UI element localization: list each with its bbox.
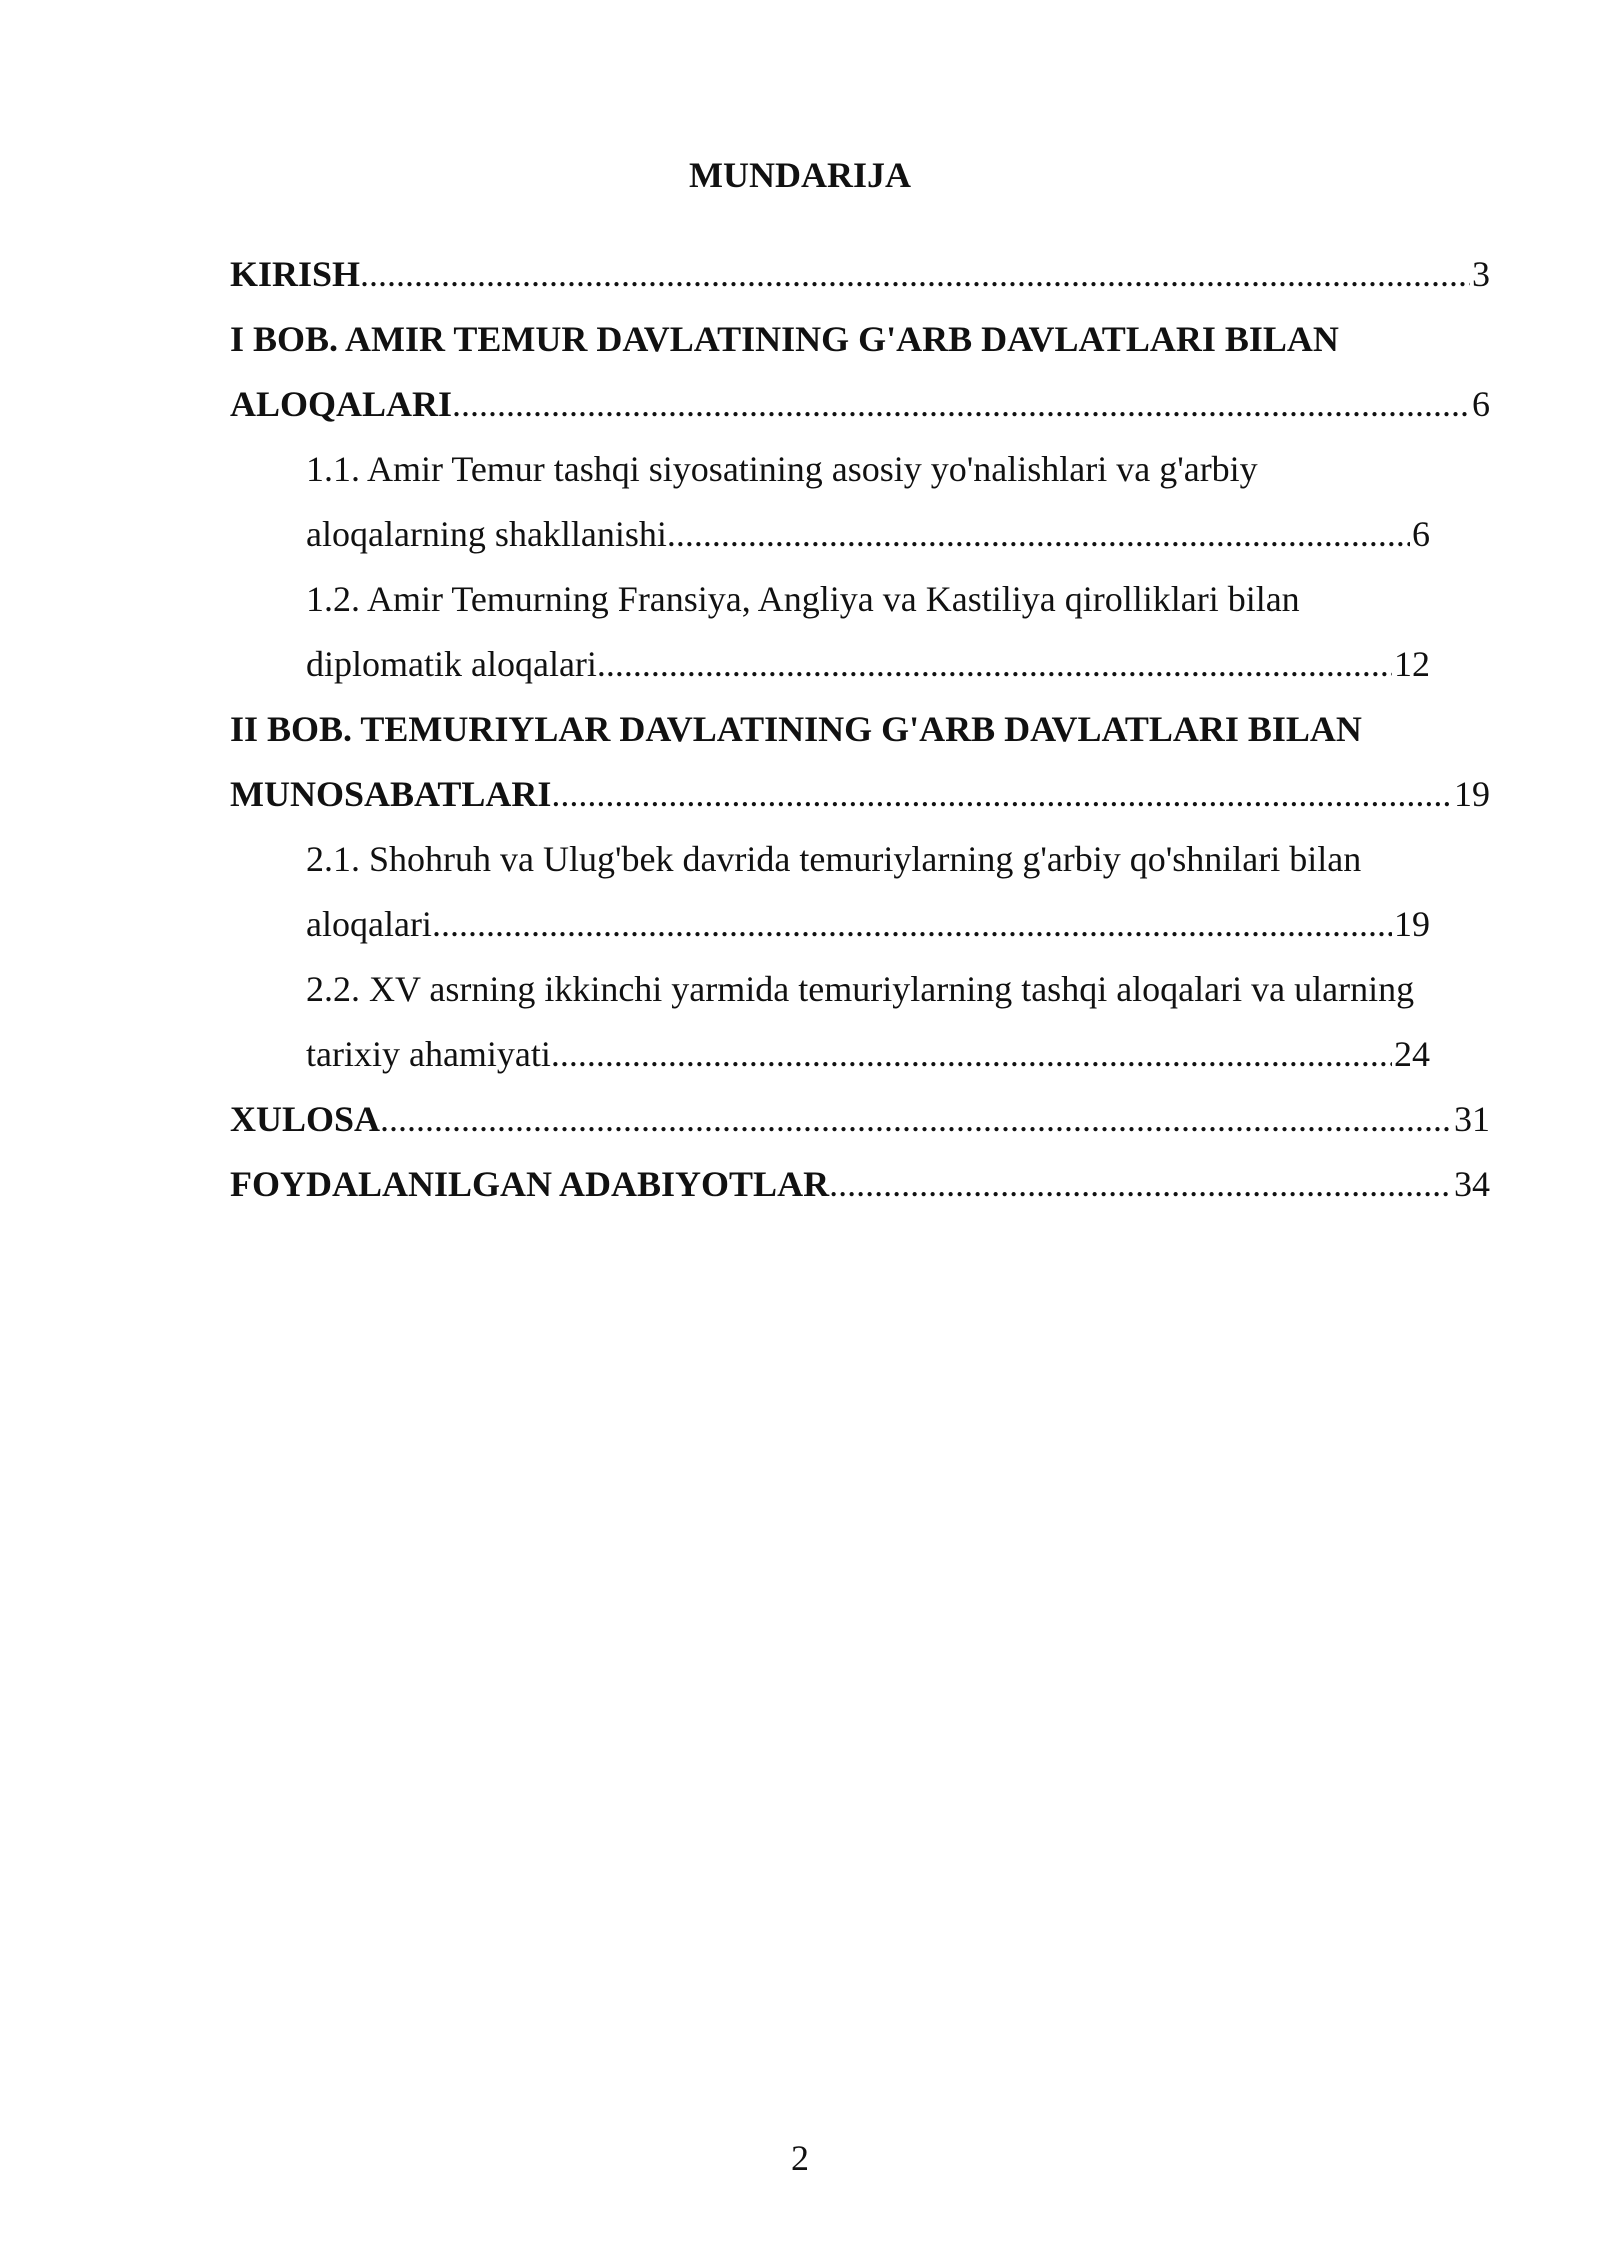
dot-leader: [667, 512, 1410, 556]
toc-entry-section-1-2-line1[interactable]: [306, 577, 1490, 642]
toc-entry-chapter-1-line1[interactable]: [230, 317, 1490, 382]
toc-entry-section-2-2-line1[interactable]: [306, 967, 1490, 1032]
toc-entry-section-2-1-line1[interactable]: [306, 837, 1490, 902]
toc-entry-xulosa[interactable]: [230, 1097, 1490, 1162]
toc-entry-text: tarixiy ahamiyati: [306, 1034, 551, 1074]
toc-entry-text: KIRISH: [230, 254, 361, 294]
toc-entry-section-2-2-line2[interactable]: [306, 1032, 1430, 1097]
toc-entry-text: XULOSA: [230, 1099, 381, 1139]
toc-entry-page: 12: [1394, 644, 1430, 684]
table-of-contents: [230, 252, 1490, 1227]
toc-entry-chapter-2-line1[interactable]: [230, 707, 1490, 772]
toc-entry-chapter-1-line2[interactable]: [230, 382, 1490, 447]
toc-entry-text: I BOB. AMIR TEMUR DAVLATINING G'ARB DAVLATLARI BILAN: [230, 319, 1339, 359]
toc-entry-page: 34: [1454, 1164, 1490, 1204]
page-title: MUNDARIJA: [689, 155, 911, 195]
toc-entry-text: 1.1. Amir Temur tashqi siyosatining asosiy yo'nalishlari va g'arbiy: [306, 449, 1258, 489]
toc-entry-text: MUNOSABATLARI: [230, 774, 552, 814]
dot-leader: [452, 382, 1470, 426]
toc-entry-page: 6: [1412, 514, 1430, 554]
toc-entry-page: 24: [1394, 1034, 1430, 1074]
toc-entry-text: aloqalarning shakllanishi: [306, 514, 667, 554]
toc-entry-text: II BOB. TEMURIYLAR DAVLATINING G'ARB DAVLATLARI BILAN: [230, 709, 1362, 749]
toc-entry-text: ALOQALARI: [230, 384, 453, 424]
dot-leader: [432, 902, 1392, 946]
dot-leader: [360, 252, 1470, 296]
toc-entry-references[interactable]: [230, 1162, 1490, 1227]
toc-entry-section-2-1-line2[interactable]: [306, 902, 1430, 967]
toc-entry-section-1-1-line2[interactable]: [306, 512, 1430, 577]
dot-leader: [551, 772, 1452, 816]
dot-leader: [829, 1162, 1452, 1206]
toc-entry-text: FOYDALANILGAN ADABIYOTLAR: [230, 1164, 830, 1204]
toc-entry-page: 3: [1472, 254, 1490, 294]
toc-entry-page: 31: [1454, 1099, 1490, 1139]
dot-leader: [606, 642, 1392, 686]
toc-entry-kirish[interactable]: [230, 252, 1490, 317]
toc-entry-section-1-1-line1[interactable]: [306, 447, 1490, 512]
toc-entry-page: 6: [1472, 384, 1490, 424]
toc-entry-chapter-2-line2[interactable]: [230, 772, 1490, 837]
toc-entry-text: 1.2. Amir Temurning Fransiya, Angliya va Kastiliya qirolliklari bilan: [306, 579, 1300, 619]
page-number: 2: [791, 2138, 809, 2178]
dot-leader: [551, 1032, 1392, 1076]
toc-entry-section-1-2-line2[interactable]: [306, 642, 1430, 707]
toc-entry-text: aloqalari: [306, 904, 432, 944]
toc-entry-page: 19: [1454, 774, 1490, 814]
toc-entry-page: 19: [1394, 904, 1430, 944]
toc-entry-text: 2.2. XV asrning ikkinchi yarmida temuriylarning tashqi aloqalari va ularning: [306, 969, 1415, 1009]
dot-leader: [380, 1097, 1452, 1141]
toc-entry-text: 2.1. Shohruh va Ulug'bek davrida temuriylarning g'arbiy qo'shnilari bilan: [306, 839, 1362, 879]
toc-entry-text: diplomatik aloqalari.: [306, 644, 606, 684]
